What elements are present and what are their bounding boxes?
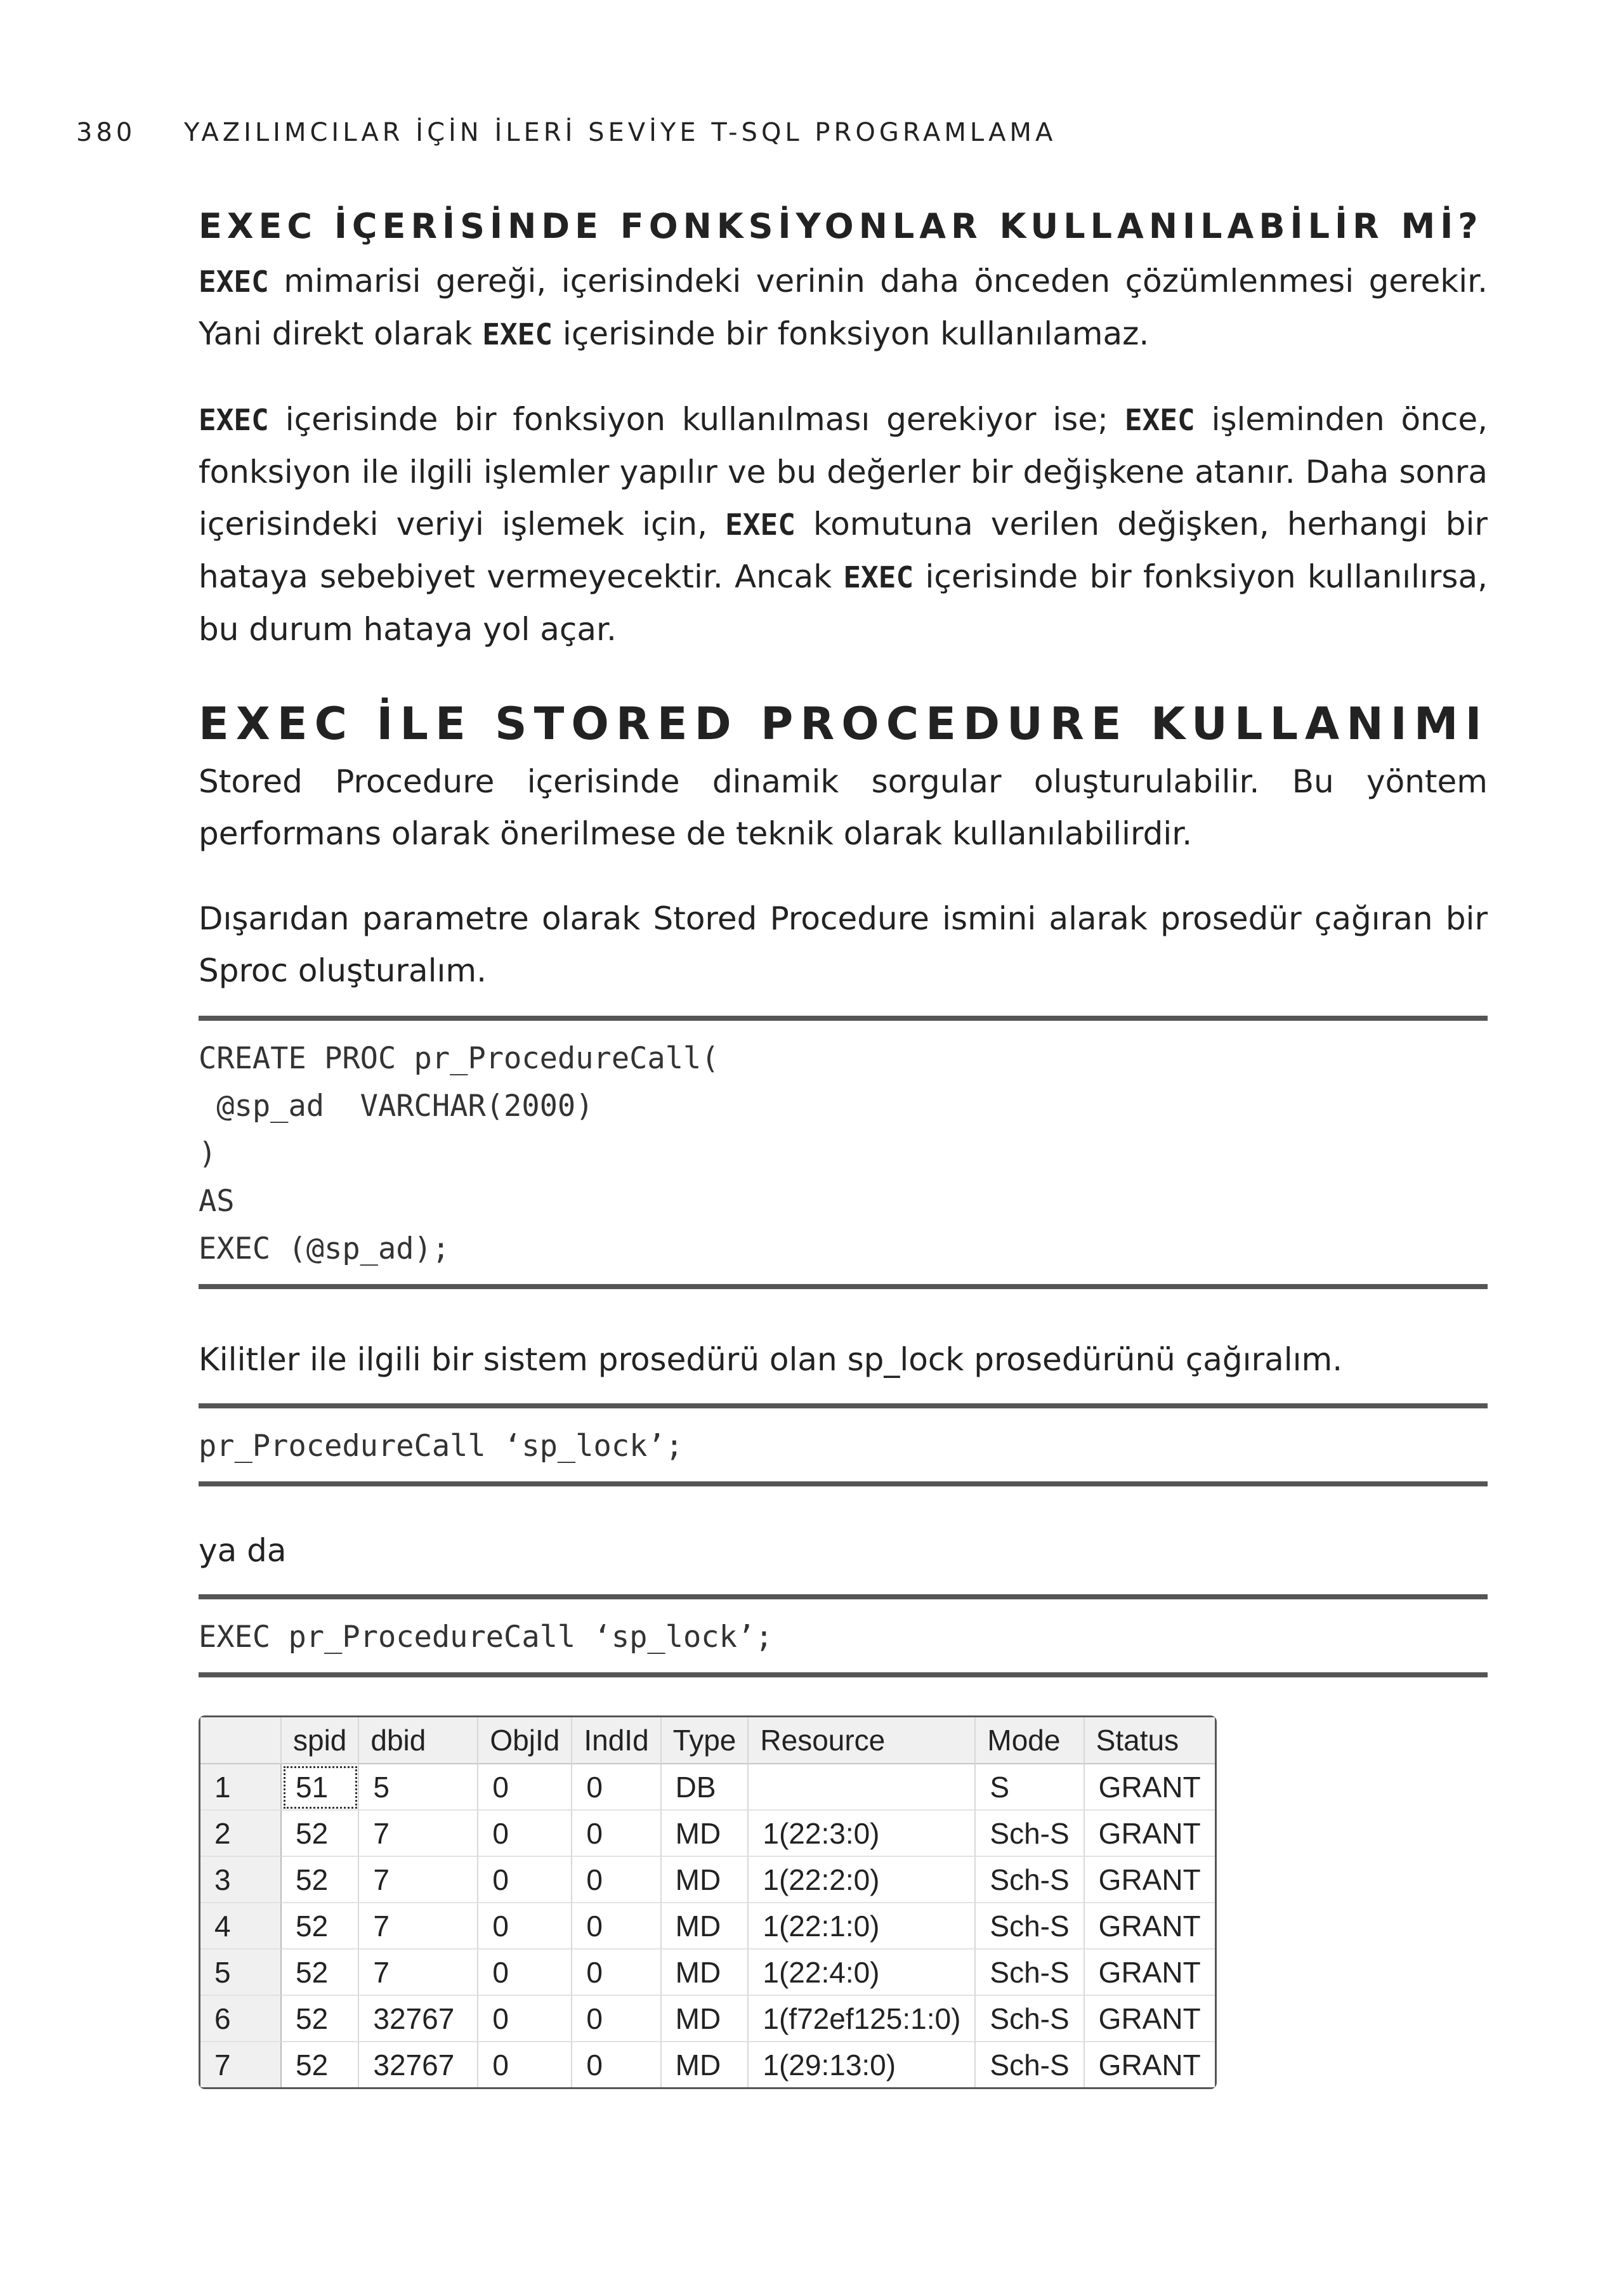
cell-dbid[interactable]: 32767 (359, 2042, 478, 2087)
cell-mode[interactable]: Sch-S (976, 1950, 1084, 1996)
cell-indid[interactable]: 0 (572, 1903, 661, 1950)
row-number[interactable]: 5 (200, 1950, 282, 1996)
column-header-dbid[interactable]: dbid (359, 1717, 478, 1764)
paragraph-text: içerisinde bir fonksiyon kullanılırsa, bu durum hataya yol açar. (199, 558, 1488, 648)
cell-indid[interactable]: 0 (572, 1950, 661, 1996)
cell-status[interactable]: GRANT (1085, 1996, 1215, 2042)
paragraph-text: işleminden önce, fonksiyon ile ilgili işlemler yapılır ve bu değerler bir değişkene atanır. Daha sonra içerisindeki veriyi işlemek için, (199, 401, 1488, 542)
paragraph-exec-functions (199, 393, 1488, 655)
cell-type[interactable]: MD (662, 1903, 749, 1950)
cell-type[interactable]: MD (662, 2042, 749, 2087)
cell-dbid[interactable]: 7 (359, 1857, 478, 1903)
code-block-exec-call (199, 1594, 1488, 1677)
cell-resource[interactable]: 1(f72ef125:1:0) (749, 1996, 976, 2042)
table-row[interactable] (200, 1950, 1215, 1996)
cell-type[interactable]: MD (662, 1950, 749, 1996)
cell-objid[interactable]: 0 (478, 1857, 572, 1903)
code-block-call (199, 1403, 1488, 1486)
cell-resource[interactable]: 1(22:3:0) (749, 1811, 976, 1857)
cell-spid[interactable]: 52 (282, 1950, 359, 1996)
cell-dbid[interactable]: 32767 (359, 1996, 478, 2042)
column-header-resource[interactable]: Resource (749, 1717, 976, 1764)
cell-spid[interactable]: 52 (282, 1996, 359, 2042)
cell-objid[interactable]: 0 (478, 1903, 572, 1950)
table-row[interactable] (200, 1857, 1215, 1903)
cell-indid[interactable]: 0 (572, 1811, 661, 1857)
keyword-exec: EXEC (199, 265, 269, 299)
cell-status[interactable]: GRANT (1085, 1764, 1215, 1811)
table-row[interactable] (200, 1811, 1215, 1857)
cell-dbid[interactable]: 7 (359, 1903, 478, 1950)
column-header-status[interactable]: Status (1085, 1717, 1215, 1764)
cell-status[interactable]: GRANT (1085, 1811, 1215, 1857)
paragraph-text: mimarisi gereği, içerisindeki verinin daha önceden çözümlenmesi gerekir. Yani direkt olarak (199, 263, 1488, 352)
cell-mode[interactable]: Sch-S (976, 1903, 1084, 1950)
cell-resource[interactable]: 1(22:4:0) (749, 1950, 976, 1996)
cell-indid[interactable]: 0 (572, 1996, 661, 2042)
cell-spid[interactable]: 52 (282, 1857, 359, 1903)
cell-status[interactable]: GRANT (1085, 1857, 1215, 1903)
keyword-exec: EXEC (1124, 403, 1195, 437)
row-number[interactable]: 7 (200, 2042, 282, 2087)
cell-mode[interactable]: Sch-S (976, 1857, 1084, 1903)
code-block-create-proc (199, 1016, 1488, 1289)
cell-type[interactable]: DB (662, 1764, 749, 1811)
cell-resource[interactable]: 1(22:1:0) (749, 1903, 976, 1950)
table-row[interactable] (200, 1996, 1215, 2042)
cell-objid[interactable]: 0 (478, 1996, 572, 2042)
page-content (199, 198, 1488, 2089)
cell-mode[interactable]: S (976, 1764, 1084, 1811)
column-header-spid[interactable]: spid (282, 1717, 359, 1764)
cell-dbid[interactable]: 7 (359, 1811, 478, 1857)
cell-objid[interactable]: 0 (478, 2042, 572, 2087)
row-number[interactable]: 4 (200, 1903, 282, 1950)
paragraph-exec-architecture (199, 255, 1488, 360)
cell-indid[interactable]: 0 (572, 2042, 661, 2087)
cell-status[interactable]: GRANT (1085, 2042, 1215, 2087)
row-number[interactable]: 6 (200, 1996, 282, 2042)
cell-mode[interactable]: Sch-S (976, 2042, 1084, 2087)
cell-type[interactable]: MD (662, 1857, 749, 1903)
cell-type[interactable]: MD (662, 1996, 749, 2042)
code-call: pr_ProcedureCall ‘sp_lock’; (199, 1429, 684, 1464)
book-title: YAZILIMCILAR İÇİN İLERİ SEVİYE T-SQL PROGRAMLAMA (184, 118, 1057, 147)
code-create-proc: CREATE PROC pr_ProcedureCall( @sp_ad VARCHAR(2000) ) AS EXEC (@sp_ad); (199, 1041, 719, 1266)
table-row[interactable] (200, 2042, 1215, 2087)
cell-type[interactable]: MD (662, 1811, 749, 1857)
cell-status[interactable]: GRANT (1085, 1950, 1215, 1996)
column-header-type[interactable]: Type (662, 1717, 749, 1764)
paragraph-text: içerisinde bir fonksiyon kullanılamaz. (553, 315, 1149, 352)
table-row[interactable] (200, 1903, 1215, 1950)
row-number-header (200, 1717, 282, 1764)
cell-dbid[interactable]: 5 (359, 1764, 478, 1811)
keyword-exec: EXEC (725, 508, 796, 542)
results-header-row (200, 1717, 1215, 1764)
row-number[interactable]: 1 (200, 1764, 282, 1811)
results-grid (199, 1715, 1217, 2089)
running-head (76, 118, 1057, 147)
paragraph-sp-lock: Kilitler ile ilgili bir sistem prosedürü olan sp_lock prosedürünü çağıralım. (199, 1341, 1343, 1378)
paragraph-dynamic-queries: Stored Procedure içerisinde dinamik sorgular oluşturulabilir. Bu yöntem performans olarak önerilmese de teknik olarak kullanılabilirdir. (199, 763, 1488, 852)
cell-objid[interactable]: 0 (478, 1950, 572, 1996)
keyword-exec: EXEC (199, 403, 269, 437)
paragraph-create-sproc: Dışarıdan parametre olarak Stored Procedure ismini alarak prosedür çağıran bir Sproc oluşturalım. (199, 900, 1488, 989)
cell-spid[interactable]: 52 (282, 1811, 359, 1857)
cell-status[interactable]: GRANT (1085, 1903, 1215, 1950)
keyword-exec: EXEC (482, 317, 553, 351)
code-exec-call: EXEC pr_ProcedureCall ‘sp_lock’; (199, 1620, 773, 1655)
section-heading-functions: EXEC İÇERİSİNDE FONKSİYONLAR KULLANILABİLİR Mİ? (199, 206, 1483, 246)
cell-spid[interactable]: 52 (282, 2042, 359, 2087)
column-header-objid[interactable]: ObjId (478, 1717, 572, 1764)
cell-indid[interactable]: 0 (572, 1857, 661, 1903)
page-number: 380 (76, 118, 136, 147)
cell-objid[interactable]: 0 (478, 1764, 572, 1811)
cell-mode[interactable]: Sch-S (976, 1996, 1084, 2042)
cell-spid[interactable]: 52 (282, 1903, 359, 1950)
section-heading-stored-procedure: EXEC İLE STORED PROCEDURE KULLANIMI (199, 698, 1489, 750)
column-header-mode[interactable]: Mode (976, 1717, 1084, 1764)
cell-mode[interactable]: Sch-S (976, 1811, 1084, 1857)
cell-resource[interactable] (749, 1764, 976, 1811)
cell-indid[interactable]: 0 (572, 1764, 661, 1811)
paragraph-text: içerisinde bir fonksiyon kullanılması gerekiyor ise; (268, 401, 1125, 438)
cell-resource[interactable]: 1(29:13:0) (749, 2042, 976, 2087)
paragraph-or: ya da (199, 1532, 287, 1569)
cell-spid[interactable]: 51 (282, 1764, 359, 1811)
cell-objid[interactable]: 0 (478, 1811, 572, 1857)
cell-dbid[interactable]: 7 (359, 1950, 478, 1996)
keyword-exec: EXEC (843, 560, 914, 594)
column-header-indid[interactable]: IndId (572, 1717, 661, 1764)
row-number[interactable]: 2 (200, 1811, 282, 1857)
paragraph-text: komutuna verilen değişken, herhangi bir hataya sebebiyet vermeyecektir. Ancak (199, 506, 1488, 595)
row-number[interactable]: 3 (200, 1857, 282, 1903)
table-row[interactable] (200, 1764, 1215, 1811)
cell-resource[interactable]: 1(22:2:0) (749, 1857, 976, 1903)
